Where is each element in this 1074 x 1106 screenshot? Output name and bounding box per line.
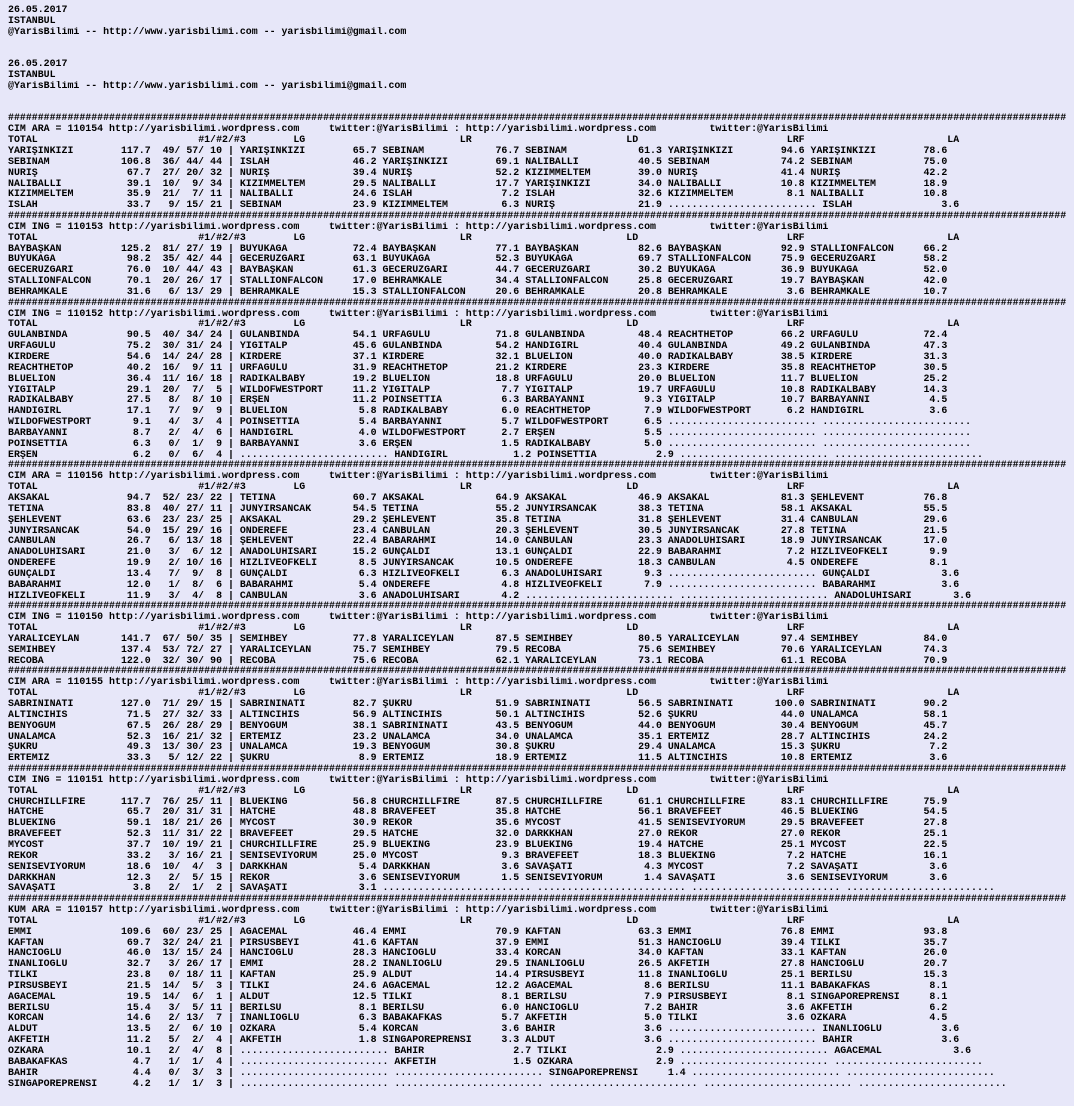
table-row: ISLAH 33.7 9/ 15/ 21 | SEBİNAM 23.9 KIZIMMELTEM 6.3 NURİŞ 21.9 ......................... ISLAH 3.6 bbox=[8, 200, 960, 211]
column-header: TOTAL #1/#2/#3 LG LR LD LRF LA bbox=[8, 482, 960, 493]
text-line: @YarisBilimi -- http://www.yarisbilimi.com -- yarisbilimi@gmail.com bbox=[8, 26, 407, 37]
table-row: ALDUT 13.5 2/ 6/ 10 | ÖZKARA 5.4 KORCAN 3.6 BAHİR 3.6 ......................... İNANLIOĞLU 3.6 bbox=[8, 1024, 960, 1035]
table-row: EMMİ 109.6 60/ 23/ 25 | AGACEMAL 46.4 EMMİ 70.9 KAFTAN 63.3 EMMİ 76.8 EMMİ 93.8 bbox=[8, 926, 948, 937]
race-header: CIM ING = 110153 http://yarisbilimi.wordpress.com twitter:@YarisBilimi : http://yarisbilimi.wordpress.com twitter:@YarisBilimi bbox=[8, 221, 829, 232]
table-row: GULANBİNDA 90.5 40/ 34/ 24 | GULANBİNDA 54.1 URFAGULU 71.8 GULANBİNDA 48.4 REACHTHETOP 66.2 URFAGULU 72.4 bbox=[8, 330, 948, 341]
table-row: SEBİNAM 106.8 36/ 44/ 44 | ISLAH 46.2 YARIŞINKIZI 69.1 NALIBALLI 40.5 SEBİNAM 74.2 SEBİNAM 75.0 bbox=[8, 156, 948, 167]
race-header: CIM ARA = 110156 http://yarisbilimi.wordpress.com twitter:@YarisBilimi : http://yarisbilimi.wordpress.com twitter:@YarisBilimi bbox=[8, 471, 829, 482]
table-row: CANBULAN 26.7 6/ 13/ 18 | ŞEHLEVENT 22.4 BABARAHMİ 14.0 CANBULAN 23.3 ANADOLUHİSARI 18.9 JUNYIRSANCAK 17.0 bbox=[8, 536, 948, 547]
separator-line: ################################################################################################################################################################################## bbox=[8, 666, 1067, 677]
table-row: BUYUKAĞA 98.2 35/ 42/ 44 | GECERUZGARI 63.1 BUYUKAĞA 52.3 BUYUKAĞA 69.7 STALLIONFALCON 75.9 GECERUZGARI 58.2 bbox=[8, 254, 948, 265]
table-row: REACHTHETOP 40.2 16/ 9/ 11 | URFAGULU 31.9 REACHTHETOP 21.2 KIRDERE 23.3 KIRDERE 35.8 REACHTHETOP 30.5 bbox=[8, 362, 948, 373]
blank-line bbox=[8, 92, 1074, 103]
table-row: SAVAŞATI 3.8 2/ 1/ 2 | SAVAŞATI 3.1 ......................... ......................... ......................... ......................... bbox=[8, 883, 995, 894]
table-row: KAFTAN 69.7 32/ 24/ 21 | PİRSUSBEYİ 41.6 KAFTAN 37.9 EMMİ 51.3 HANCIOĞLU 39.4 TİLKİ 35.7 bbox=[8, 937, 948, 948]
table-row: GECERUZGARI 76.0 10/ 44/ 43 | BAYBAŞKAN 61.3 GECERUZGARI 44.7 GECERUZGARI 30.2 BUYUKAĞA 36.9 BUYUKAĞA 52.0 bbox=[8, 265, 948, 276]
separator-line: ################################################################################################################################################################################## bbox=[8, 764, 1067, 775]
table-row: STALLIONFALCON 70.1 20/ 26/ 17 | STALLIONFALCON 17.0 BEHRAMKALE 34.4 STALLIONFALCON 25.8 GECERUZGARI 19.7 BAYBAŞKAN 42.0 bbox=[8, 276, 948, 287]
race-header: KUM ARA = 110157 http://yarisbilimi.wordpress.com twitter:@YarisBilimi : http://yarisbilimi.wordpress.com twitter:@YarisBilimi bbox=[8, 905, 829, 916]
table-row: BENYOĞUM 67.5 26/ 28/ 29 | BENYOĞUM 38.1 SABRİNİNATI 43.5 BENYOĞUM 44.0 BENYOĞUM 30.4 BENYOĞUM 45.7 bbox=[8, 720, 948, 731]
race-header: CIM ARA = 110155 http://yarisbilimi.wordpress.com twitter:@YarisBilimi : http://yarisbilimi.wordpress.com twitter:@YarisBilimi bbox=[8, 677, 829, 688]
table-row: BARBAYANNI 8.7 2/ 4/ 6 | HANDIGIRL 4.0 WILDOFWESTPORT 2.7 ERŞEN 5.5 ......................... ......................... bbox=[8, 427, 972, 438]
table-row: YARIŞINKIZI 117.7 49/ 57/ 10 | YARIŞINKIZI 65.7 SEBİNAM 76.7 SEBİNAM 61.3 YARIŞINKIZI 94.6 YARIŞINKIZI 78.6 bbox=[8, 145, 948, 156]
table-row: SABRİNİNATI 127.0 71/ 29/ 15 | SABRİNİNATI 82.7 ŞUKRU 51.9 SABRİNİNATI 56.5 SABRİNİNATI 100.0 SABRİNİNATI 90.2 bbox=[8, 699, 948, 709]
text-line: 26.05.2017 bbox=[8, 59, 68, 70]
table-row: BEHRAMKALE 31.6 6/ 13/ 29 | BEHRAMKALE 15.3 STALLIONFALCON 20.6 BEHRAMKALE 20.8 BEHRAMKALE 3.6 BEHRAMKALE 10.7 bbox=[8, 286, 948, 297]
table-row: TETİNA 83.8 40/ 27/ 11 | JUNYIRSANCAK 54.5 TETİNA 55.2 JUNYIRSANCAK 38.3 TETİNA 58.1 AKSAKAL 55.5 bbox=[8, 503, 948, 514]
table-row: DARKKHAN 12.3 2/ 5/ 15 | REKOR 3.6 SENİSEVİYORUM 1.5 SENİSEVİYORUM 1.4 SAVAŞATI 3.6 SENİSEVİYORUM 3.6 bbox=[8, 872, 948, 883]
column-header: TOTAL #1/#2/#3 LG LR LD LRF LA bbox=[8, 623, 960, 634]
column-header: TOTAL #1/#2/#3 LG LR LD LRF LA bbox=[8, 319, 960, 330]
blank-line bbox=[8, 38, 1074, 49]
table-row: GUNÇALDI 13.4 7/ 9/ 8 | GUNÇALDI 6.3 HIZLIVEOFKELİ 6.3 ANADOLUHİSARI 9.3 ......................... GUNÇALDI 3.6 bbox=[8, 568, 960, 579]
table-row: BABAKAFKAS 4.7 1/ 1/ 4 | ......................... AKFETİH 1.5 ÖZKARA 2.9 ......................... ......................... bbox=[8, 1056, 983, 1067]
table-row: AKFETİH 11.2 5/ 2/ 4 | AKFETİH 1.8 SINGAPOREPRENSİ 3.3 ALDUT 3.6 ......................... BAHİR 3.6 bbox=[8, 1035, 960, 1046]
separator-line: ################################################################################################################################################################################## bbox=[8, 601, 1067, 612]
separator-line: ################################################################################################################################################################################## bbox=[8, 297, 1067, 308]
table-row: KORCAN 14.6 2/ 13/ 7 | İNANLIOĞLU 6.3 BABAKAFKAS 5.7 AKFETİH 5.0 TİLKİ 3.6 ÖZKARA 4.5 bbox=[8, 1013, 948, 1024]
separator-line: ################################################################################################################################################################################## bbox=[8, 460, 1067, 471]
table-row: RECOBA 122.0 32/ 30/ 90 | RECOBA 75.6 RECOBA 62.1 YARALICEYLAN 73.1 RECOBA 61.1 RECOBA 70.9 bbox=[8, 655, 948, 666]
separator-line: ################################################################################################################################################################################## bbox=[8, 894, 1067, 905]
table-row: ERTEMİZ 33.3 5/ 12/ 22 | ŞUKRU 8.9 ERTEMİZ 18.9 ERTEMİZ 11.5 ALTINCIHİS 10.8 ERTEMİZ 3.6 bbox=[8, 753, 948, 764]
table-row: NALIBALLI 39.1 10/ 9/ 34 | KIZIMMELTEM 29.5 NALIBALLI 17.7 YARIŞINKIZI 34.0 NALIBALLI 10.8 KIZIMMELTEM 18.9 bbox=[8, 178, 948, 189]
table-row: YİGİTALP 29.1 20/ 7/ 5 | WILDOFWESTPORT 11.2 YİGİTALP 7.7 YİGİTALP 19.7 URFAGULU 10.8 RADIKALBABY 14.3 bbox=[8, 384, 948, 395]
text-line: ISTANBUL bbox=[8, 70, 56, 81]
table-row: ALTINCIHİS 71.5 27/ 32/ 33 | ALTINCIHİS 56.9 ALTINCIHİS 50.1 ALTINCIHİS 52.6 ŞUKRU 44.0 UNALAMCA 58.1 bbox=[8, 709, 948, 720]
table-row: BAHİR 4.4 0/ 3/ 3 | ......................... ......................... SINGAPOREPRENSİ 1.4 ......................... ......................... bbox=[8, 1067, 995, 1078]
text-line: ISTANBUL bbox=[8, 15, 56, 26]
table-row: ERŞEN 6.2 0/ 6/ 4 | ......................... HANDIGIRL 1.2 POINSETTIA 2.9 ......................... ......................... bbox=[8, 449, 983, 460]
table-row: REKOR 33.2 3/ 16/ 21 | SENİSEVİYORUM 25.0 MYCOST 9.3 BRAVEFEET 18.3 BLUEKING 7.2 HATCHE 16.1 bbox=[8, 850, 948, 861]
text-line: @YarisBilimi -- http://www.yarisbilimi.com -- yarisbilimi@gmail.com bbox=[8, 80, 407, 91]
table-row: HANDIGIRL 17.1 7/ 9/ 9 | BLUELION 5.8 RADIKALBABY 6.0 REACHTHETOP 7.9 WILDOFWESTPORT 6.2 HANDIGIRL 3.6 bbox=[8, 406, 948, 417]
table-row: BLUEKING 59.1 18/ 21/ 26 | MYCOST 30.9 REKOR 35.6 MYCOST 41.5 SENİSEVİYORUM 29.5 BRAVEFEET 27.8 bbox=[8, 818, 948, 829]
table-row: HIZLIVEOFKELİ 11.9 3/ 4/ 8 | CANBULAN 3.6 ANADOLUHİSARI 4.2 ......................... ......................... ANADOLUHİSARI 3.6 bbox=[8, 590, 972, 601]
table-row: BABARAHMİ 12.0 1/ 8/ 6 | BABARAHMİ 5.4 ONDEREFE 4.8 HIZLIVEOFKELİ 7.9 ......................... BABARAHMİ 3.6 bbox=[8, 579, 960, 590]
table-row: JUNYIRSANCAK 54.0 15/ 29/ 16 | ONDEREFE 23.4 CANBULAN 20.3 ŞEHLEVENT 30.5 JUNYIRSANCAK 27.8 TETİNA 21.5 bbox=[8, 525, 948, 536]
table-row: SEMİHBEY 137.4 53/ 72/ 27 | YARALICEYLAN 75.7 SEMİHBEY 79.5 RECOBA 75.6 SEMİHBEY 70.6 YARALICEYLAN 74.3 bbox=[8, 644, 948, 655]
table-row: TİLKİ 23.8 0/ 18/ 11 | KAFTAN 25.9 ALDUT 14.4 PİRSUSBEYİ 11.8 İNANLIOĞLU 25.1 BERİLSU 15.3 bbox=[8, 970, 948, 981]
table-row: ÖZKARA 10.1 2/ 4/ 8 | ......................... BAHİR 2.7 TİLKİ 2.9 ......................... AGACEMAL 3.6 bbox=[8, 1046, 972, 1056]
table-row: ŞUKRU 49.3 13/ 30/ 23 | UNALAMCA 19.3 BENYOĞUM 30.8 ŞUKRU 29.4 UNALAMCA 15.3 ŞUKRU 7.2 bbox=[8, 742, 948, 753]
table-row: AGACEMAL 19.5 14/ 6/ 1 | ALDUT 12.5 TİLKİ 8.1 BERİLSU 7.9 PİRSUSBEYİ 8.1 SINGAPOREPRENSİ 8.1 bbox=[8, 991, 948, 1002]
table-row: WILDOFWESTPORT 9.1 4/ 3/ 4 | POINSETTIA 5.4 BARBAYANNI 5.7 WILDOFWESTPORT 6.5 ......................... ......................... bbox=[8, 417, 972, 428]
column-header: TOTAL #1/#2/#3 LG LR LD LRF LA bbox=[8, 232, 960, 243]
table-row: BAYBAŞKAN 125.2 81/ 27/ 19 | BUYUKAĞA 72.4 BAYBAŞKAN 77.1 BAYBAŞKAN 82.6 BAYBAŞKAN 92.9 STALLIONFALCON 66.2 bbox=[8, 243, 948, 254]
blank-line bbox=[8, 103, 1074, 114]
text-line: 26.05.2017 bbox=[8, 5, 68, 15]
table-row: BERİLSU 15.4 3/ 5/ 11 | BERİLSU 8.1 BERİLSU 6.0 HANCIOĞLU 7.2 BAHİR 3.6 AKFETİH 6.2 bbox=[8, 1002, 948, 1013]
table-row: RADIKALBABY 27.5 8/ 8/ 10 | ERŞEN 11.2 POINSETTIA 6.3 BARBAYANNI 9.3 YİGİTALP 10.7 BARBAYANNI 4.5 bbox=[8, 395, 948, 406]
table-row: PİRSUSBEYİ 21.5 14/ 5/ 3 | TİLKİ 24.6 AGACEMAL 12.2 AGACEMAL 8.6 BERİLSU 11.1 BABAKAFKAS 8.1 bbox=[8, 980, 948, 991]
table-row: KIZIMMELTEM 35.9 21/ 7/ 11 | NALIBALLI 24.6 ISLAH 7.2 ISLAH 32.6 KIZIMMELTEM 8.1 NALIBALLI 10.8 bbox=[8, 189, 948, 200]
table-row: BRAVEFEET 52.3 11/ 31/ 22 | BRAVEFEET 29.5 HATCHE 32.0 DARKKHAN 27.0 REKOR 27.0 REKOR 25.1 bbox=[8, 829, 948, 840]
race-header: CIM ARA = 110154 http://yarisbilimi.wordpress.com twitter:@YarisBilimi : http://yarisbilimi.wordpress.com twitter:@YarisBilimi bbox=[8, 124, 829, 135]
table-row: ŞEHLEVENT 63.6 23/ 23/ 25 | AKSAKAL 29.2 ŞEHLEVENT 35.8 TETİNA 31.8 ŞEHLEVENT 31.4 CANBULAN 29.6 bbox=[8, 514, 948, 525]
race-header: CIM ING = 110152 http://yarisbilimi.wordpress.com twitter:@YarisBilimi : http://yarisbilimi.wordpress.com twitter:@YarisBilimi bbox=[8, 308, 829, 319]
separator-line: ################################################################################################################################################################################## bbox=[8, 211, 1067, 222]
column-header: TOTAL #1/#2/#3 LG LR LD LRF LA bbox=[8, 135, 960, 146]
race-header: CIM ING = 110151 http://yarisbilimi.wordpress.com twitter:@YarisBilimi : http://yarisbilimi.wordpress.com twitter:@YarisBilimi bbox=[8, 774, 829, 785]
table-row: SINGAPOREPRENSİ 4.2 1/ 1/ 3 | ......................... ......................... ......................... ......................... ......................... bbox=[8, 1078, 1007, 1089]
table-row: KIRDERE 54.6 14/ 24/ 28 | KIRDERE 37.1 KIRDERE 32.1 BLUELION 40.0 RADIKALBABY 38.5 KIRDERE 31.3 bbox=[8, 352, 948, 362]
table-row: URFAGULU 75.2 30/ 31/ 24 | YİGİTALP 45.6 GULANBİNDA 54.2 HANDIGIRL 40.4 GULANBİNDA 49.2 GULANBİNDA 47.3 bbox=[8, 341, 948, 352]
table-row: İNANLIOĞLU 32.7 3/ 26/ 17 | EMMİ 28.2 İNANLIOĞLU 29.5 İNANLIOĞLU 26.5 AKFETİH 27.8 HANCIOĞLU 20.7 bbox=[8, 959, 948, 970]
column-header: TOTAL #1/#2/#3 LG LR LD LRF LA bbox=[8, 688, 960, 699]
race-header: CIM ING = 110150 http://yarisbilimi.wordpress.com twitter:@YarisBilimi : http://yarisbilimi.wordpress.com twitter:@YarisBilimi bbox=[8, 612, 829, 623]
table-row: ONDEREFE 19.9 2/ 10/ 16 | HIZLIVEOFKELİ 8.5 JUNYIRSANCAK 10.5 ONDEREFE 18.3 CANBULAN 4.5 ONDEREFE 8.1 bbox=[8, 558, 948, 569]
table-row: AKSAKAL 94.7 52/ 23/ 22 | TETİNA 60.7 AKSAKAL 64.9 AKSAKAL 46.9 AKSAKAL 81.3 ŞEHLEVENT 76.8 bbox=[8, 492, 948, 503]
table-row: SENİSEVİYORUM 18.6 10/ 4/ 3 | DARKKHAN 5.4 DARKKHAN 3.6 SAVAŞATI 4.3 MYCOST 7.2 SAVAŞATI 3.6 bbox=[8, 861, 948, 872]
separator-line: ################################################################################################################################################################################## bbox=[8, 113, 1067, 124]
table-row: NURİŞ 67.7 27/ 20/ 32 | NURİŞ 39.4 NURİŞ 52.2 KIZIMMELTEM 39.0 NURİŞ 41.4 NURİŞ 42.2 bbox=[8, 167, 948, 178]
table-row: HANCIOĞLU 46.0 13/ 15/ 24 | HANCIOĞLU 28.3 HANCIOĞLU 33.4 KORCAN 34.0 KAFTAN 33.1 KAFTAN 26.0 bbox=[8, 948, 948, 959]
table-row: UNALAMCA 52.3 16/ 21/ 32 | ERTEMİZ 23.2 UNALAMCA 34.0 UNALAMCA 35.1 ERTEMİZ 28.7 ALTINCIHİS 24.2 bbox=[8, 731, 948, 742]
table-row: HATCHE 65.7 20/ 31/ 31 | HATCHE 48.8 BRAVEFEET 35.8 HATCHE 56.1 BRAVEFEET 46.5 BLUEKING 54.5 bbox=[8, 807, 948, 818]
column-header: TOTAL #1/#2/#3 LG LR LD LRF LA bbox=[8, 785, 960, 796]
column-header: TOTAL #1/#2/#3 LG LR LD LRF LA bbox=[8, 915, 960, 926]
table-row: ANADOLUHİSARI 21.0 3/ 6/ 12 | ANADOLUHİSARI 15.2 GUNÇALDI 13.1 GUNÇALDI 22.9 BABARAHMİ 7.2 HIZLIVEOFKELİ 9.9 bbox=[8, 547, 948, 558]
table-row: CHURCHILLFIRE 117.7 76/ 25/ 11 | BLUEKING 56.8 CHURCHILLFIRE 87.5 CHURCHILLFIRE 61.1 CHURCHILLFIRE 83.1 CHURCHILLFIRE 75.9 bbox=[8, 796, 948, 807]
table-row: POINSETTIA 6.3 0/ 1/ 9 | BARBAYANNI 3.6 ERŞEN 1.5 RADIKALBABY 5.0 ......................... ......................... bbox=[8, 438, 972, 449]
blank-line bbox=[8, 48, 1074, 59]
table-row: BLUELION 36.4 11/ 16/ 18 | RADIKALBABY 19.2 BLUELION 18.8 URFAGULU 20.0 BLUELION 11.7 BLUELION 25.2 bbox=[8, 373, 948, 384]
table-row: YARALICEYLAN 141.7 67/ 50/ 35 | SEMİHBEY 77.8 YARALICEYLAN 87.5 SEMİHBEY 80.5 YARALICEYLAN 97.4 SEMİHBEY 84.0 bbox=[8, 633, 948, 644]
table-row: MYCOST 37.7 10/ 19/ 21 | CHURCHILLFIRE 25.9 BLUEKING 23.9 BLUEKING 19.4 HATCHE 25.1 MYCOST 22.5 bbox=[8, 839, 948, 850]
